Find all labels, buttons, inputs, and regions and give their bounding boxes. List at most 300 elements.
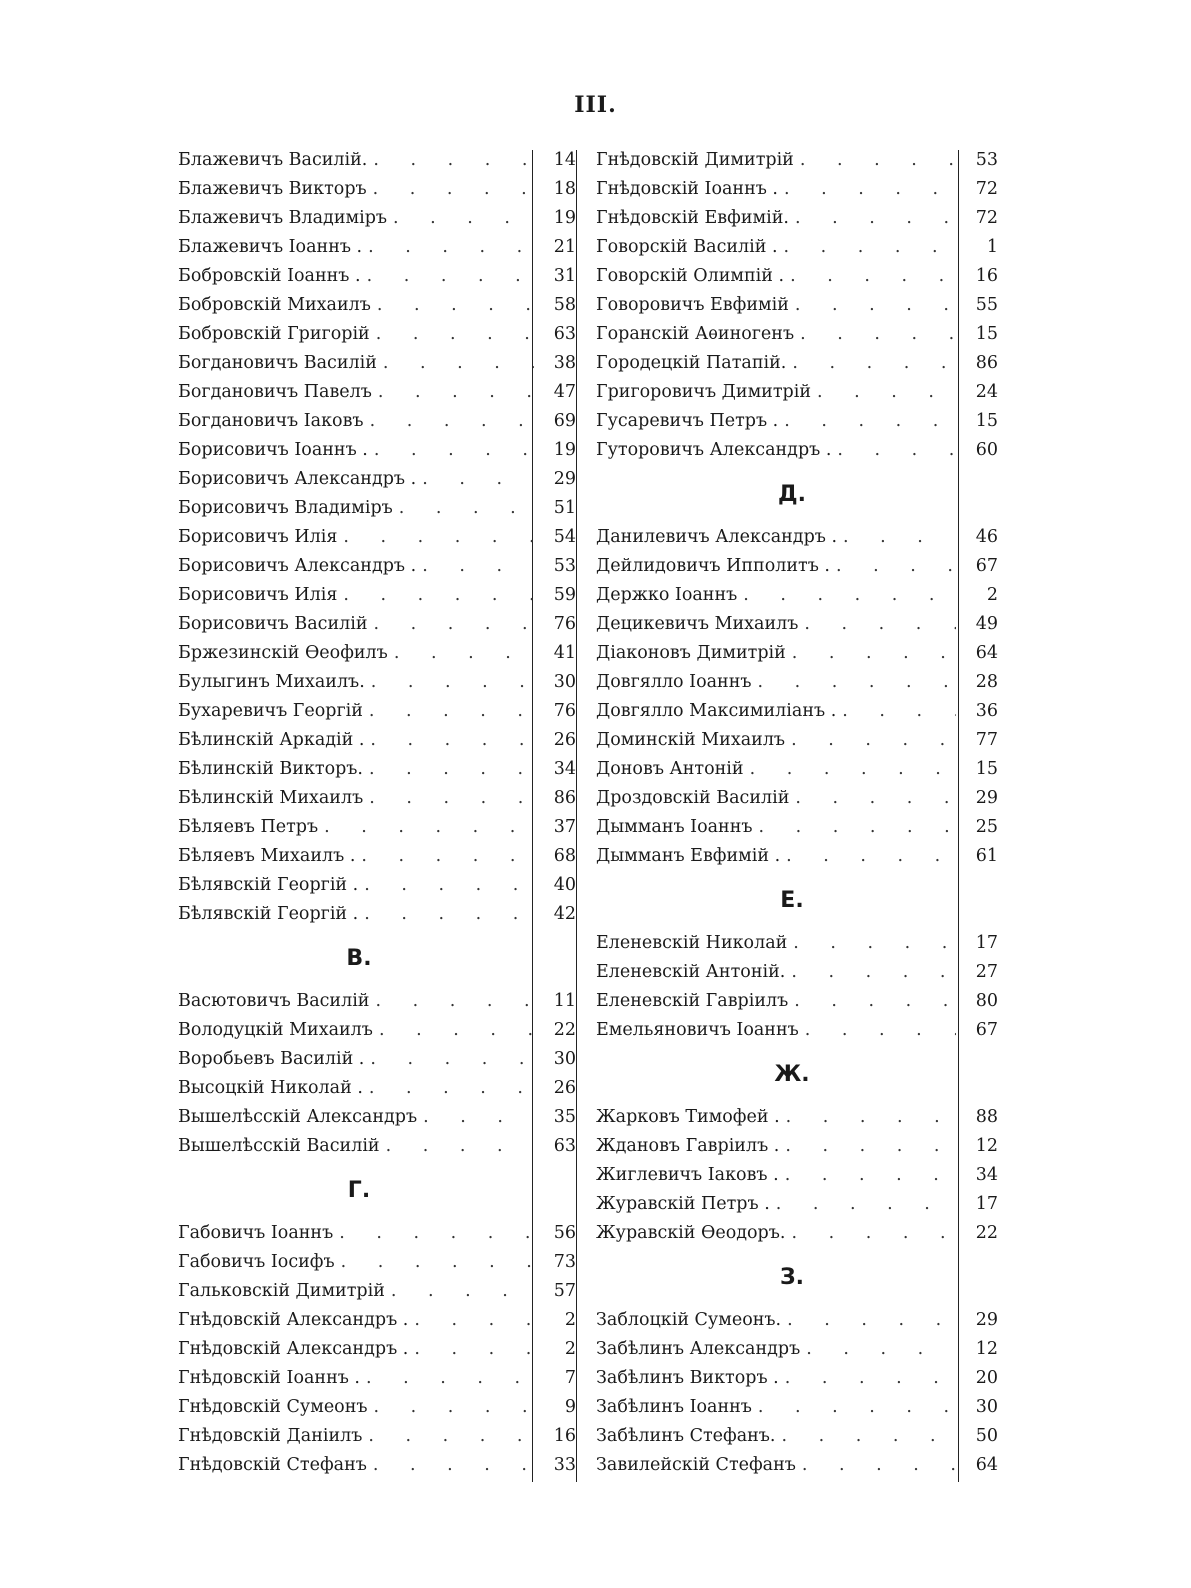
index-entry [596, 204, 998, 233]
entry-page-number: 16 [975, 266, 998, 286]
leader-dots [785, 958, 956, 987]
entry-name: Борисовичъ Владиміръ [178, 498, 393, 518]
leader-dots [367, 146, 534, 175]
index-entry [596, 378, 998, 407]
index-entry [596, 146, 998, 175]
leader-dots [786, 639, 956, 668]
entry-page-number: 58 [553, 295, 576, 315]
index-entry [596, 1103, 998, 1132]
entry-page-number: 11 [553, 991, 576, 1011]
entry-name: Григоровичъ Димитрій [596, 382, 811, 402]
index-entry [178, 871, 576, 900]
entry-page-number: 27 [975, 962, 998, 982]
entry-name: Габовичъ Іосифъ [178, 1252, 335, 1272]
index-entry [178, 668, 576, 697]
leader-dots [780, 842, 956, 871]
leader-dots [358, 900, 534, 929]
index-entry [596, 262, 998, 291]
index-entry [178, 813, 576, 842]
entry-name: Борисовичъ Василій [178, 614, 368, 634]
index-entry [178, 900, 576, 929]
leader-dots [737, 581, 956, 610]
entry-name: Бухаревичъ Георгій [178, 701, 363, 721]
entry-name: Журавскій Ѳеодоръ. [596, 1223, 786, 1243]
entry-page-number: 14 [553, 150, 576, 170]
entry-page-number: 34 [975, 1165, 998, 1185]
leader-dots [784, 262, 956, 291]
leader-dots [785, 1219, 956, 1248]
entry-page-number: 29 [975, 788, 998, 808]
entry-name: Бѣлинскій Аркадій . [178, 730, 365, 750]
leader-dots [363, 1074, 534, 1103]
entry-page-number: 72 [975, 208, 998, 228]
leader-dots [778, 407, 956, 436]
entry-name: Габовичъ Іоаннъ [178, 1223, 334, 1243]
entry-page-number: 2 [564, 1310, 576, 1330]
entry-page-number: 80 [975, 991, 998, 1011]
entry-page-number: 76 [553, 701, 576, 721]
leader-dots [789, 784, 956, 813]
index-entry [178, 146, 576, 175]
leader-dots [333, 1219, 534, 1248]
index-entry [596, 233, 998, 262]
leader-dots [371, 291, 534, 320]
entry-name: Блажевичъ Викторъ [178, 179, 367, 199]
entry-name: Говоровичъ Евфимій [596, 295, 789, 315]
leader-dots [335, 1248, 534, 1277]
entry-name: Богдановичъ Василій [178, 353, 377, 373]
index-entry [178, 581, 576, 610]
right-index-column [596, 146, 998, 1480]
index-entry [596, 1132, 998, 1161]
entry-name: Блажевичъ Владиміръ [178, 208, 388, 228]
leader-dots [781, 1306, 956, 1335]
index-entry [596, 1306, 998, 1335]
entry-page-number: 56 [553, 1223, 576, 1243]
index-entry [178, 1277, 576, 1306]
entry-name: Довгялло Іоаннъ [596, 672, 752, 692]
leader-dots [372, 378, 534, 407]
entry-page-number: 12 [975, 1339, 998, 1359]
entry-page-number: 26 [553, 1078, 576, 1098]
entry-page-number: 15 [975, 324, 998, 344]
entry-page-number: 15 [975, 759, 998, 779]
leader-dots [364, 726, 534, 755]
leader-dots [752, 1393, 956, 1422]
index-entry [178, 175, 576, 204]
leader-dots [796, 1451, 956, 1480]
leader-dots [367, 1451, 534, 1480]
entry-name: Борисовичъ Илія [178, 585, 338, 605]
entry-page-number: 30 [553, 1049, 576, 1069]
entry-page-number: 69 [553, 411, 576, 431]
entry-page-number: 49 [975, 614, 998, 634]
entry-name: Бѣляевъ Петръ [178, 817, 319, 837]
entry-name: Забѣлинъ Іоаннъ [596, 1397, 752, 1417]
entry-name: Ждановъ Гавріилъ . [596, 1136, 780, 1156]
entry-page-number: 1 [986, 237, 998, 257]
leader-dots [836, 697, 956, 726]
entry-page-number: 25 [975, 817, 998, 837]
entry-name: Гнѣдовскій Іоаннъ . [596, 179, 778, 199]
entry-name: Забѣлинъ Александръ [596, 1339, 801, 1359]
entry-name: Дроздовскій Василій [596, 788, 790, 808]
entry-name: Васютовичъ Василій [178, 991, 370, 1011]
index-entry [178, 349, 576, 378]
index-entry [178, 1074, 576, 1103]
index-entry [178, 987, 576, 1016]
index-entry [596, 1451, 998, 1480]
leader-dots [794, 320, 956, 349]
leader-dots [830, 552, 956, 581]
index-entry [178, 1422, 576, 1451]
index-entry [178, 291, 576, 320]
leader-dots [363, 784, 534, 813]
entry-page-number: 38 [553, 353, 576, 373]
entry-name: Діаконовъ Димитрій [596, 643, 786, 663]
entry-page-number: 26 [553, 730, 576, 750]
entry-name: Богдановичъ Іаковъ [178, 411, 364, 431]
leader-dots [355, 842, 534, 871]
entry-page-number: 68 [553, 846, 576, 866]
leader-dots [393, 494, 534, 523]
index-entry [596, 610, 998, 639]
entry-page-number: 72 [975, 179, 998, 199]
entry-page-number: 73 [553, 1252, 576, 1272]
leader-dots [318, 813, 534, 842]
leader-dots [811, 378, 956, 407]
entry-page-number: 20 [975, 1368, 998, 1388]
entry-page-number: 60 [975, 440, 998, 460]
leader-dots [363, 697, 534, 726]
entry-name: Вышелѣсскій Василій [178, 1136, 380, 1156]
index-entry [596, 175, 998, 204]
index-entry [596, 291, 998, 320]
index-entry [596, 987, 998, 1016]
entry-name: Вышелѣсскій Александръ [178, 1107, 418, 1127]
leader-dots [360, 1364, 534, 1393]
index-entry [596, 755, 998, 784]
index-entry [596, 813, 998, 842]
left-index-column [178, 146, 576, 1480]
entry-page-number: 35 [553, 1107, 576, 1127]
index-entry [178, 494, 576, 523]
index-entry [178, 1248, 576, 1277]
leader-dots [368, 1393, 534, 1422]
entry-page-number: 24 [975, 382, 998, 402]
entry-name: Гнѣдовскій Сумеонъ [178, 1397, 368, 1417]
section-letter-heading: Е. [780, 887, 804, 913]
index-entry [178, 639, 576, 668]
entry-name: Еленевскій Николай [596, 933, 788, 953]
index-entry [596, 436, 998, 465]
index-entry [178, 755, 576, 784]
entry-page-number: 40 [553, 875, 576, 895]
entry-name: Борисовичъ Іоаннъ . [178, 440, 368, 460]
index-entry [178, 1132, 576, 1161]
entry-name: Гнѣдовскій Іоаннъ . [178, 1368, 360, 1388]
leader-dots [365, 668, 534, 697]
leader-dots [770, 1190, 956, 1219]
entry-name: Журавскій Петръ . [596, 1194, 770, 1214]
leader-dots [369, 987, 534, 1016]
entry-name: Говорскій Олимпій . [596, 266, 785, 286]
index-entry [178, 1306, 576, 1335]
leader-dots [787, 929, 956, 958]
leader-dots [380, 1132, 534, 1161]
entry-page-number: 19 [553, 208, 576, 228]
leader-dots [388, 639, 534, 668]
leader-dots [416, 552, 534, 581]
index-entry [178, 1103, 576, 1132]
index-entry [596, 842, 998, 871]
entry-name: Бобровскій Григорій [178, 324, 370, 344]
leader-dots [367, 175, 534, 204]
leader-dots [385, 1277, 534, 1306]
leader-dots [779, 1132, 956, 1161]
entry-name: Бобровскій Іоаннъ . [178, 266, 361, 286]
entry-name: Борисовичъ Илія [178, 527, 338, 547]
entry-name: Завилейскій Стефанъ [596, 1455, 796, 1475]
leader-dots [794, 146, 956, 175]
index-entry [596, 958, 998, 987]
leader-dots [753, 813, 956, 842]
entry-name: Бржезинскій Ѳеофилъ [178, 643, 388, 663]
leader-dots [779, 1161, 956, 1190]
entry-page-number: 34 [553, 759, 576, 779]
entry-name: Гнѣдовскій Александръ . [178, 1339, 409, 1359]
entry-page-number: 28 [975, 672, 998, 692]
leader-dots [789, 204, 956, 233]
leader-dots [408, 1335, 534, 1364]
entry-page-number: 77 [975, 730, 998, 750]
leader-dots [377, 349, 534, 378]
entry-page-number: 50 [975, 1426, 998, 1446]
entry-name: Гуторовичъ Александръ . [596, 440, 832, 460]
index-entry [596, 1219, 998, 1248]
entry-name: Бѣлинскій Михаилъ [178, 788, 364, 808]
entry-name: Городецкій Патапій. [596, 353, 787, 373]
leader-dots [831, 436, 956, 465]
index-entry [178, 378, 576, 407]
entry-page-number: 29 [553, 469, 576, 489]
index-entry [596, 929, 998, 958]
entry-name: Еленевскій Антоній. [596, 962, 786, 982]
index-entry [596, 668, 998, 697]
leader-dots [798, 610, 956, 639]
entry-name: Булыгинъ Михаилъ. [178, 672, 365, 692]
entry-page-number: 86 [975, 353, 998, 373]
entry-page-number: 76 [553, 614, 576, 634]
entry-name: Высоцкій Николай . [178, 1078, 363, 1098]
entry-name: Емельяновичъ Іоаннъ [596, 1020, 799, 1040]
leader-dots [358, 871, 534, 900]
entry-name: Жиглевичъ Іаковъ . [596, 1165, 779, 1185]
entry-name: Блажевичъ Іоаннъ . [178, 237, 363, 257]
leader-dots [776, 1422, 957, 1451]
leader-dots [744, 755, 956, 784]
entry-name: Бобровскій Михаилъ [178, 295, 371, 315]
index-entry [178, 784, 576, 813]
index-entry [178, 233, 576, 262]
entry-name: Забѣлинъ Стефанъ. [596, 1426, 776, 1446]
entry-name: Блажевичъ Василій. [178, 150, 368, 170]
entry-page-number: 41 [553, 643, 576, 663]
entry-name: Гнѣдовскій Стефанъ [178, 1455, 367, 1475]
leader-dots [778, 233, 956, 262]
index-entry [178, 262, 576, 291]
leader-dots [361, 262, 534, 291]
leader-dots [408, 1306, 534, 1335]
index-entry [596, 1393, 998, 1422]
leader-dots [337, 581, 534, 610]
leader-dots [778, 175, 956, 204]
entry-page-number: 18 [553, 179, 576, 199]
index-entry [596, 1016, 998, 1045]
entry-page-number: 15 [975, 411, 998, 431]
leader-dots [788, 987, 956, 1016]
leader-dots [368, 610, 534, 639]
entry-page-number: 2 [986, 585, 998, 605]
entry-name: Дымманъ Іоаннъ [596, 817, 753, 837]
entry-page-number: 17 [975, 933, 998, 953]
index-entry [596, 1335, 998, 1364]
entry-page-number: 51 [553, 498, 576, 518]
section-letter-heading: Г. [347, 1177, 371, 1203]
section-letter-heading: З. [780, 1264, 804, 1290]
entry-name: Гнѣдовскій Александръ . [178, 1310, 409, 1330]
entry-page-number: 63 [553, 324, 576, 344]
index-entry [178, 1045, 576, 1074]
entry-page-number: 42 [553, 904, 576, 924]
entry-name: Доминскій Михаилъ [596, 730, 786, 750]
entry-name: Жарковъ Тимофей . [596, 1107, 780, 1127]
entry-name: Говорскій Василій . [596, 237, 778, 257]
entry-page-number: 37 [553, 817, 576, 837]
entry-name: Дейлидовичъ Ипполитъ . [596, 556, 830, 576]
leader-dots [789, 291, 956, 320]
entry-page-number: 12 [975, 1136, 998, 1156]
entry-name: Гнѣдовскій Евфимій. [596, 208, 789, 228]
entry-name: Гнѣдовскій Димитрій [596, 150, 794, 170]
entry-name: Доновъ Антоній [596, 759, 744, 779]
index-entry [596, 1190, 998, 1219]
entry-page-number: 64 [975, 643, 998, 663]
leader-dots [800, 1335, 956, 1364]
entry-page-number: 30 [975, 1397, 998, 1417]
index-entry [596, 1161, 998, 1190]
entry-name: Володуцкій Михаилъ [178, 1020, 373, 1040]
entry-page-number: 54 [553, 527, 576, 547]
entry-page-number: 64 [975, 1455, 998, 1475]
entry-name: Воробьевъ Василій . [178, 1049, 365, 1069]
index-entry [178, 552, 576, 581]
entry-page-number: 67 [975, 556, 998, 576]
index-entry [178, 436, 576, 465]
index-entry [596, 726, 998, 755]
section-letter-heading: Ж. [774, 1061, 810, 1087]
entry-page-number: 55 [975, 295, 998, 315]
entry-name: Богдановичъ Павелъ [178, 382, 372, 402]
entry-name: Держко Іоаннъ [596, 585, 738, 605]
leader-dots [752, 668, 956, 697]
index-entry [178, 407, 576, 436]
leader-dots [364, 407, 534, 436]
entry-name: Довгялло Максимиліанъ . [596, 701, 837, 721]
leader-dots [416, 465, 534, 494]
entry-page-number: 46 [975, 527, 998, 547]
entry-name: Бѣлинскій Викторъ. [178, 759, 363, 779]
leader-dots [373, 1016, 534, 1045]
leader-dots [799, 1016, 956, 1045]
entry-name: Гусаревичъ Петръ . [596, 411, 779, 431]
leader-dots [362, 233, 534, 262]
page-number: III. [574, 92, 617, 118]
entry-name: Бѣлявскій Георгій . [178, 904, 359, 924]
entry-page-number: 9 [564, 1397, 576, 1417]
section-letter-heading: Д. [778, 481, 806, 507]
index-entry [178, 523, 576, 552]
index-entry [178, 1219, 576, 1248]
entry-name: Забѣлинъ Викторъ . [596, 1368, 779, 1388]
entry-page-number: 36 [975, 701, 998, 721]
entry-page-number: 21 [553, 237, 576, 257]
index-entry [596, 639, 998, 668]
entry-name: Горанскій Аѳиногенъ [596, 324, 795, 344]
index-entry [178, 1393, 576, 1422]
leader-dots [780, 1103, 956, 1132]
entry-name: Еленевскій Гавріилъ [596, 991, 789, 1011]
index-entry [178, 320, 576, 349]
entry-name: Борисовичъ Александръ . [178, 556, 417, 576]
leader-dots [417, 1103, 534, 1132]
index-entry [596, 581, 998, 610]
entry-page-number: 57 [553, 1281, 576, 1301]
index-entry [596, 697, 998, 726]
leader-dots [364, 1045, 534, 1074]
index-entry [178, 697, 576, 726]
entry-page-number: 63 [553, 1136, 576, 1156]
entry-page-number: 2 [564, 1339, 576, 1359]
index-entry [596, 784, 998, 813]
entry-name: Дымманъ Евфимій . [596, 846, 781, 866]
leader-dots [362, 1422, 534, 1451]
entry-page-number: 53 [975, 150, 998, 170]
entry-page-number: 53 [553, 556, 576, 576]
entry-name: Гнѣдовскій Даніилъ [178, 1426, 363, 1446]
index-entry [596, 407, 998, 436]
index-entry [596, 349, 998, 378]
leader-dots [786, 349, 956, 378]
entry-page-number: 33 [553, 1455, 576, 1475]
index-entry [178, 1451, 576, 1480]
entry-page-number: 17 [975, 1194, 998, 1214]
entry-page-number: 88 [975, 1107, 998, 1127]
left-column-rule-2 [576, 150, 577, 1482]
leader-dots [370, 320, 534, 349]
entry-name: Бѣляевъ Михаилъ . [178, 846, 356, 866]
index-entry [178, 465, 576, 494]
entry-page-number: 86 [553, 788, 576, 808]
index-entry [596, 552, 998, 581]
index-entry [178, 610, 576, 639]
index-entry [178, 204, 576, 233]
leader-dots [363, 755, 534, 784]
section-letter-heading: В. [346, 945, 372, 971]
leader-dots [779, 1364, 956, 1393]
leader-dots [837, 523, 956, 552]
entry-page-number: 22 [553, 1020, 576, 1040]
